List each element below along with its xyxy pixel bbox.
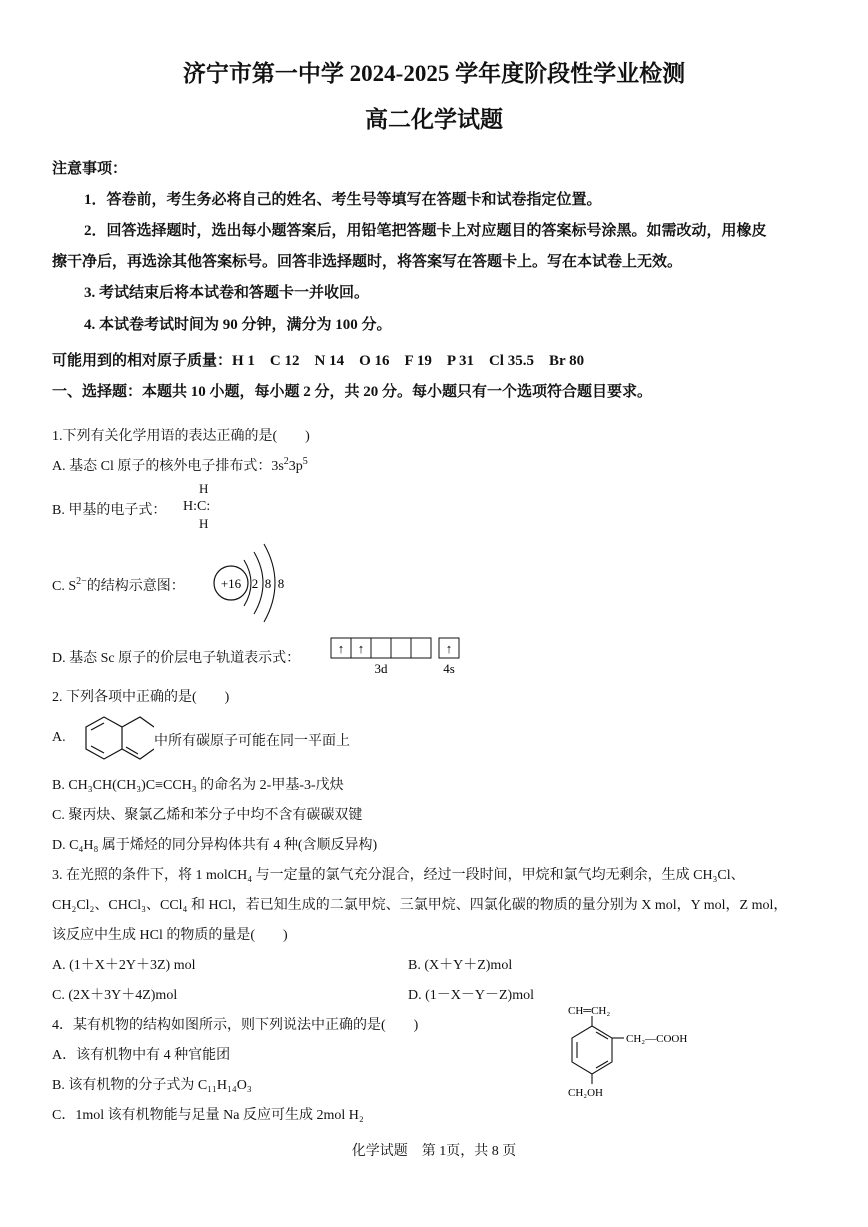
electron-arrow-1: ↑	[337, 641, 345, 656]
electron-arrow-2: ↑	[357, 641, 365, 656]
shell-count-3: 8	[277, 576, 285, 591]
q1-option-b: B. 甲基的电子式：	[52, 503, 167, 518]
q1-a-mid: 3p	[288, 459, 303, 474]
q4-option-a: A．该有机物中有 4 种官能团	[52, 1048, 231, 1063]
label-3d: 3d	[374, 661, 388, 676]
q1-option-a	[52, 455, 308, 475]
methyl-h-bottom: H	[199, 516, 209, 531]
naphthalene-structure	[72, 713, 154, 765]
s2-structure-diagram	[208, 540, 288, 626]
q1-option-d: D. 基态 Sc 原子的价层电子轨道表示式：	[52, 651, 301, 666]
exam-title: 济宁市第一中学 2024-2025 学年度阶段性学业检测	[182, 61, 686, 86]
q4-option-c: C．1mol 该有机物能与足量 Na 反应可生成 2mol H₂	[52, 1108, 364, 1123]
q2-option-b: B. CH₃CH(CH₃)C≡CCH₃ 的命名为 2-甲基-3-戊炔	[52, 778, 344, 793]
q3-stem-line3: 该反应中生成 HCl 的物质的量是( )	[52, 928, 288, 943]
label-4s: 4s	[443, 661, 455, 676]
q1-a-sup1: 2	[283, 456, 289, 467]
q2-option-d: D. C₄H₈ 属于烯烃的同分异构体共有 4 种(含顺反异构)	[52, 838, 378, 853]
benzene-ring	[572, 1026, 612, 1074]
notice-item-2: 2．回答选择题时，选出每小题答案后，用铅笔把答题卡上对应题目的答案标号涂黑。如需改动，用橡皮	[84, 223, 767, 239]
nucleus-label: +16	[220, 576, 242, 591]
q2-option-a-label: A.	[52, 730, 66, 745]
q2-option-a-text: 中所有碳原子可能在同一平面上	[154, 734, 350, 749]
q3-option-c: C. (2X＋3Y＋4Z)mol	[52, 988, 178, 1003]
sc-orbital-diagram	[328, 636, 463, 678]
vinyl-group: CH═CH₂	[568, 1005, 611, 1017]
electron-arrow-3: ↑	[445, 641, 453, 656]
notice-item-2-cont: 擦干净后，再选涂其他答案标号。回答非选择题时，将答案写在答题卡上。写在本试卷上无效。	[52, 254, 683, 270]
notice-item-4: 4. 本试卷考试时间为 90 分钟，满分为 100 分。	[84, 317, 392, 333]
exam-subtitle: 高二化学试题	[365, 107, 503, 132]
methyl-hc: H:C:	[183, 499, 211, 514]
q2-stem: 2. 下列各项中正确的是( )	[52, 690, 230, 705]
shell-count-1: 2	[251, 576, 259, 591]
q1-c-post: 的结构示意图：	[86, 579, 185, 594]
q3-stem-line2: CH₂Cl₂、CHCl₃、CCl₄ 和 HCl，若已知生成的二氯甲烷、三氯甲烷、四氯化碳的物质的量分别为 X mol，Y mol，Z mol，	[52, 898, 788, 913]
q1-a-sup2: 5	[302, 456, 308, 467]
q4-stem: 4．某有机物的结构如图所示，则下列说法中正确的是( )	[52, 1018, 419, 1033]
q3-option-b: B. (X＋Y＋Z)mol	[408, 958, 513, 973]
q1-a-text: A. 基态 Cl 原子的核外电子排布式：3s	[52, 459, 284, 474]
shell-count-2: 8	[264, 576, 272, 591]
section-heading: 一、选择题：本题共 10 小题，每小题 2 分，共 20 分。每小题只有一个选项符合题目要求。	[52, 384, 653, 400]
methyl-h-top: H	[199, 481, 209, 496]
page-footer: 化学试题 第 1页，共 8 页	[351, 1144, 517, 1159]
q2-option-c: C. 聚丙炔、聚氯乙烯和苯分子中均不含有碳碳双键	[52, 808, 363, 823]
notice-heading: 注意事项：	[52, 161, 128, 177]
notice-item-3: 3. 考试结束后将本试卷和答题卡一并收回。	[84, 285, 370, 301]
hydroxymethyl-group: CH₂OH	[568, 1087, 604, 1099]
q1-c-sup: 2−	[76, 576, 87, 587]
q1-option-c	[52, 575, 185, 595]
atomic-mass-line: 可能用到的相对原子质量：H 1 C 12 N 14 O 16 F 19 P 31 Cl 35.5 Br 80	[52, 353, 585, 369]
q1-stem: 1.下列有关化学用语的表达正确的是( )	[52, 429, 310, 444]
notice-item-1: 1．答卷前，考生务必将自己的姓名、考生号等填写在答题卡和试卷指定位置。	[84, 192, 602, 208]
q3-option-a: A. (1＋X＋2Y＋3Z) mol	[52, 958, 196, 973]
orbital-3d-boxes	[331, 638, 431, 658]
q3-option-d: D. (1－X－Y－Z)mol	[408, 988, 534, 1003]
q4-molecule-structure	[540, 1000, 700, 1100]
q3-stem-line1: 3. 在光照的条件下，将 1 molCH₄ 与一定量的氯气充分混合，经过一段时间，甲烷和氯气均无剩余，生成 CH₃Cl、	[52, 868, 745, 883]
q1-c-pre: C. S	[52, 579, 77, 594]
q4-option-b: B. 该有机物的分子式为 C₁₁H₁₄O₃	[52, 1078, 252, 1093]
carboxymethyl-group: CH₂—COOH	[626, 1033, 688, 1045]
